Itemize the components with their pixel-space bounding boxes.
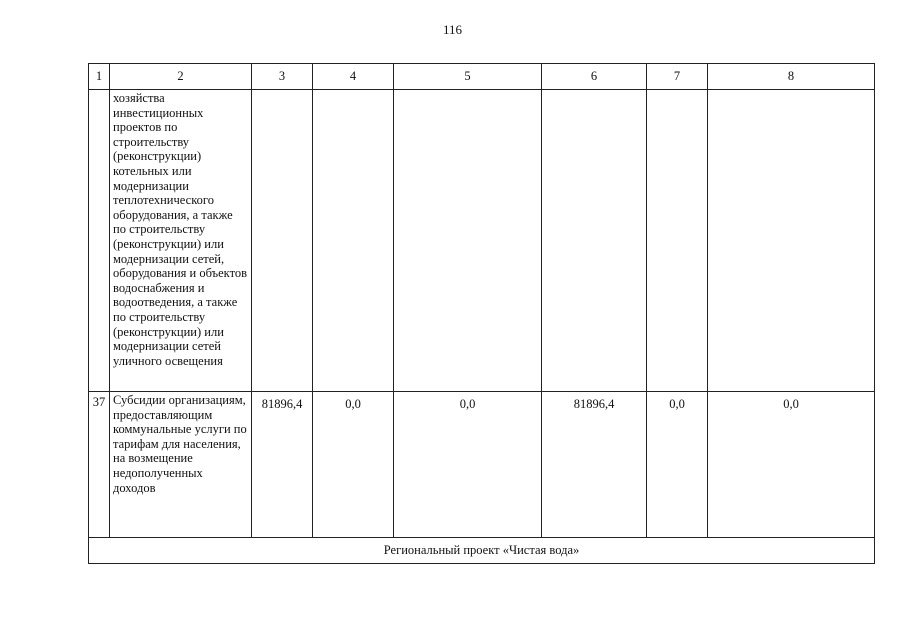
column-header-2: 2 xyxy=(110,64,252,90)
cell-col8: 0,0 xyxy=(708,392,875,538)
row-description: хозяйства инвестиционных проектов по строительству (реконструкции) котельных или модернизации теплотехнического оборудования, а также по строительству (реконструкции) или модернизации сетей, оборудования и объектов водоснабжения и водоотведения, а также по строительству (реконструкции) или модернизации сетей уличного освещения xyxy=(110,90,252,392)
cell-col8 xyxy=(708,90,875,392)
column-header-5: 5 xyxy=(394,64,542,90)
column-header-row xyxy=(89,64,875,90)
section-row xyxy=(89,538,875,564)
section-title: Региональный проект «Чистая вода» xyxy=(89,538,875,564)
column-header-1: 1 xyxy=(89,64,110,90)
table-row xyxy=(89,90,875,392)
cell-col7: 0,0 xyxy=(647,392,708,538)
row-description: Субсидии организациям, предоставляющим коммунальные услуги по тарифам для населения, на возмещение недополученных доходов xyxy=(110,392,252,538)
budget-table xyxy=(88,63,875,564)
column-header-7: 7 xyxy=(647,64,708,90)
cell-col4: 0,0 xyxy=(313,392,394,538)
column-header-6: 6 xyxy=(542,64,647,90)
cell-col6: 81896,4 xyxy=(542,392,647,538)
cell-col3: 81896,4 xyxy=(252,392,313,538)
page-number: 116 xyxy=(442,22,463,37)
cell-col4 xyxy=(313,90,394,392)
row-number: 37 xyxy=(89,392,110,538)
column-header-4: 4 xyxy=(313,64,394,90)
column-header-8: 8 xyxy=(708,64,875,90)
cell-col5 xyxy=(394,90,542,392)
table-row xyxy=(89,392,875,538)
cell-col3 xyxy=(252,90,313,392)
column-header-3: 3 xyxy=(252,64,313,90)
cell-col7 xyxy=(647,90,708,392)
row-number xyxy=(89,90,110,392)
cell-col6 xyxy=(542,90,647,392)
cell-col5: 0,0 xyxy=(394,392,542,538)
